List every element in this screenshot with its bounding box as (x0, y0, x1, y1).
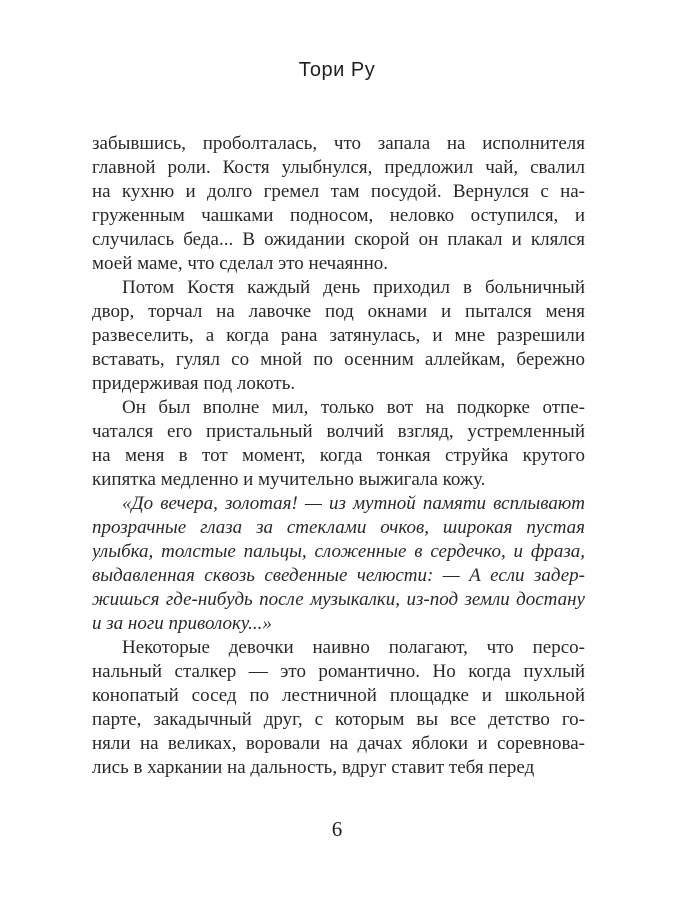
text-line: на кухню и долго гремел там посудой. Вернулся с на- (92, 181, 585, 202)
paragraph-quote (92, 492, 585, 636)
text-line: парте, закадычный друг, с которым вы все детство го- (92, 709, 585, 730)
text-line: няли на великах, воровали на дачах яблоки и соревнова- (92, 733, 585, 754)
text-line: «До вечера, золотая! — из мутной памяти всплывают (122, 493, 585, 514)
text-line: кипятка медленно и мучительно выжигала кожу. (92, 469, 486, 490)
paragraph (92, 276, 585, 396)
text-line: конопатый сосед по лестничной площадке и школьной (92, 685, 585, 706)
text-line: чатался его пристальный волчий взгляд, устремленный (92, 421, 585, 442)
text-line: придерживая под локоть. (92, 373, 296, 394)
text-line: прозрачные глаза за стеклами очков, широкая пустая (92, 517, 585, 538)
text-line: забывшись, проболталась, что запала на исполнителя (92, 133, 585, 154)
text-line: Некоторые девочки наивно полагают, что персо- (122, 637, 585, 658)
text-line: случилась беда... В ожидании скорой он плакал и клялся (92, 229, 585, 250)
text-line: нальный сталкер — это романтично. Но когда пухлый (92, 661, 585, 682)
text-line: Потом Костя каждый день приходил в больничный (122, 277, 585, 298)
paragraph (92, 636, 585, 780)
text-line: и за ноги приволоку...» (92, 613, 272, 634)
text-line: Он был вполне мил, только вот на подкорке отпе- (122, 397, 585, 418)
paragraph (92, 396, 585, 492)
text-line: жишься где-нибудь после музыкалки, из-под земли достану (92, 589, 585, 610)
text-line: главной роли. Костя улыбнулся, предложил чай, свалил (92, 157, 585, 178)
text-line: двор, торчал на лавочке под окнами и пытался меня (92, 301, 585, 322)
text-line: груженным чашками подносом, неловко оступился, и (92, 205, 585, 226)
text-line: на меня в тот момент, когда тонкая струйка крутого (92, 445, 585, 466)
text-line: выдавленная сквозь сведенные челюсти: — А если задер- (92, 565, 585, 586)
running-header-author: Тори Ру (298, 59, 376, 81)
text-line: вставать, гулял со мной по осенним аллейкам, бережно (92, 349, 585, 370)
text-line: лись в харкании на дальность, вдруг ставит тебя перед (92, 757, 535, 778)
body-text-block (92, 132, 585, 780)
text-line: улыбка, толстые пальцы, сложенные в сердечко, и фраза, (92, 541, 585, 562)
text-line: моей маме, что сделал это нечаянно. (92, 253, 388, 274)
page-number: 6 (331, 817, 343, 841)
text-line: развеселить, а когда рана затянулась, и мне разрешили (92, 325, 585, 346)
paragraph (92, 132, 585, 276)
